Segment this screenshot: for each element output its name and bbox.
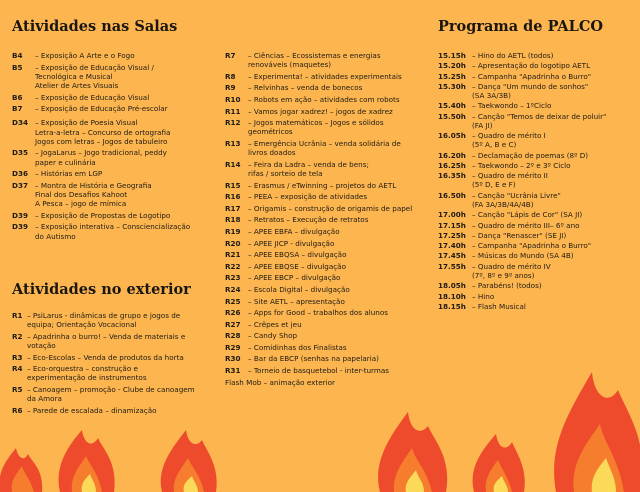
palco-text: – Taekwondo – 2º e 3º Ciclo bbox=[472, 160, 571, 170]
activity-item bbox=[225, 139, 425, 157]
palco-text: – Músicas do Mundo (SA 4B) bbox=[472, 251, 574, 261]
flame-icon bbox=[554, 372, 640, 492]
sala-text: – Histórias em LGP bbox=[35, 169, 103, 179]
activity-item bbox=[225, 366, 425, 375]
activity-code: R7 bbox=[225, 51, 236, 60]
activity-code: R19 bbox=[225, 226, 241, 236]
sala-code: D39 bbox=[12, 222, 28, 232]
activity-item bbox=[225, 215, 425, 224]
palco-item bbox=[438, 251, 638, 260]
activity-code: R31 bbox=[225, 366, 241, 376]
palco-code: 17.55h bbox=[438, 261, 466, 271]
exterior-text: – Canoagem – promoção - Clube de canoagem da Amora bbox=[27, 384, 195, 404]
palco-item bbox=[438, 61, 638, 70]
activity-text: – Retratos – Execução de retratos bbox=[248, 215, 369, 225]
activity-item bbox=[225, 204, 425, 213]
sala-text: – Exposição de Educação Visual / Tecnológica e Musical Atelier de Artes Visuais bbox=[35, 62, 154, 90]
activity-text: – Origamis – construção de origamis de papel bbox=[248, 203, 413, 213]
palco-item bbox=[438, 241, 638, 250]
palco-text: – Dança "Renascer" (SE JI) bbox=[472, 230, 567, 240]
flame-icon bbox=[378, 412, 447, 492]
palco-code: 18.10h bbox=[438, 291, 466, 301]
sala-text: – Exposição de Educação Pré-escolar bbox=[35, 104, 168, 114]
activity-text: – PEEA – exposição de atividades bbox=[248, 192, 368, 202]
sala-text: – Exposição interativa – Consciencialização do Autismo bbox=[35, 222, 191, 241]
activity-text: – APEE EBQSA – divulgação bbox=[248, 250, 347, 260]
exterior-code: R3 bbox=[12, 352, 23, 362]
activity-text: – Escola Digital – divulgação bbox=[248, 284, 350, 294]
flame-icon bbox=[473, 434, 525, 492]
activity-text: – Vamos jogar xadrez! – jogos de xadrez bbox=[248, 106, 393, 116]
palco-text: – Parabéns! (todos) bbox=[472, 281, 542, 291]
activity-code: R25 bbox=[225, 296, 241, 306]
activity-code: R21 bbox=[225, 250, 241, 260]
activity-item bbox=[225, 118, 425, 136]
palco-text: – Canção "Lápis de Cor" (SA JI) bbox=[472, 210, 583, 220]
flame-icon bbox=[0, 448, 42, 492]
palco-text: – Dança "Um mundo de sonhos" (SA 3A/3B) bbox=[472, 81, 589, 101]
exterior-code: R6 bbox=[12, 405, 23, 415]
activity-item bbox=[225, 72, 425, 81]
palco-item bbox=[438, 72, 638, 81]
palco-code: 17.00h bbox=[438, 210, 466, 220]
activity-text: – Emergência Ucrânia – venda solidária de livros doados bbox=[248, 138, 401, 158]
salas-title: Atividades nas Salas bbox=[12, 18, 178, 35]
sala-item bbox=[12, 148, 217, 166]
salas-list bbox=[12, 51, 217, 241]
activity-text: – Site AETL – apresentação bbox=[248, 296, 345, 306]
activity-code: R10 bbox=[225, 94, 241, 104]
palco-text: – Campanha "Apadrinha o Burro" bbox=[472, 241, 592, 251]
sala-text: – JogaLarus – Jogo tradicional, peddy paper e culinária bbox=[35, 148, 167, 167]
exterior-item bbox=[12, 385, 217, 403]
palco-item bbox=[438, 101, 638, 110]
palco-text: – Quadro de mérito I (5º A, B e C) bbox=[472, 131, 546, 150]
activity-code: R15 bbox=[225, 180, 241, 190]
palco-text: – Quadro de mérito III– 6º ano bbox=[472, 220, 580, 230]
sala-code: D37 bbox=[12, 180, 28, 190]
exterior-text: – Parede de escalada – dinamização bbox=[27, 405, 157, 415]
palco-code: 16.25h bbox=[438, 160, 466, 170]
palco-code: 16.50h bbox=[438, 190, 466, 200]
palco-item bbox=[438, 210, 638, 219]
activity-text: – Crêpes et jeu bbox=[248, 319, 302, 329]
palco-list bbox=[438, 51, 638, 312]
exterior-item bbox=[12, 311, 217, 329]
sala-text: – Montra de História e Geografia Final dos Desafios Kahoot A Pesca – jogo de mímica bbox=[35, 180, 152, 209]
sala-item bbox=[12, 222, 217, 240]
activity-code: R28 bbox=[225, 331, 241, 341]
activity-text: – Comidinhas dos Finalistas bbox=[248, 342, 347, 352]
sala-item bbox=[12, 169, 217, 178]
palco-code: 16.05h bbox=[438, 131, 466, 141]
palco-text: – Apresentação do logotipo AETL bbox=[472, 61, 591, 71]
palco-item bbox=[438, 161, 638, 170]
exterior-code: R1 bbox=[12, 311, 23, 320]
palco-item bbox=[438, 231, 638, 240]
exterior-code: R5 bbox=[12, 384, 23, 394]
palco-item bbox=[438, 221, 638, 230]
exterior-item bbox=[12, 353, 217, 362]
activity-item bbox=[225, 227, 425, 236]
activity-text: – Apps for Good – trabalhos dos alunos bbox=[248, 308, 388, 318]
sala-item bbox=[12, 51, 217, 60]
activity-code: R23 bbox=[225, 273, 241, 283]
activity-code: R17 bbox=[225, 203, 241, 213]
activity-text: – Torneio de basquetebol - inter-turmas bbox=[248, 366, 390, 376]
palco-item bbox=[438, 281, 638, 290]
activity-text: – Ciências – Ecossistemas e energias renováveis (maquetes) bbox=[248, 51, 381, 70]
activity-code: R29 bbox=[225, 342, 241, 352]
activity-code: R18 bbox=[225, 215, 241, 225]
exterior-text: – Eco-orquestra – construção e experimentação de instrumentos bbox=[27, 364, 147, 383]
activity-code: R14 bbox=[225, 159, 241, 169]
palco-code: 18.05h bbox=[438, 281, 466, 291]
activity-text: – Relvinhas – venda de bonecos bbox=[248, 83, 363, 93]
palco-code: 15.20h bbox=[438, 61, 466, 71]
palco-code: 15.15h bbox=[438, 51, 466, 60]
sala-code: B5 bbox=[12, 62, 23, 72]
palco-text: – Flash Musical bbox=[472, 301, 526, 311]
palco-text: – Taekwondo – 1ºCiclo bbox=[472, 101, 552, 111]
palco-item bbox=[438, 171, 638, 189]
activity-item bbox=[225, 83, 425, 92]
flame-icon bbox=[161, 430, 217, 492]
activity-text: – Bar da EBCP (senhas na papelaria) bbox=[248, 354, 379, 364]
palco-text: – Canção "Ucrânia Livre" (FA 3A/3B/4A/4B) bbox=[472, 190, 561, 209]
activity-item bbox=[225, 308, 425, 317]
exterior-text: – Apadrinha o burro! – Venda de materiais e votação bbox=[27, 331, 186, 350]
activity-item bbox=[225, 181, 425, 190]
palco-item bbox=[438, 191, 638, 209]
activity-code: R20 bbox=[225, 238, 241, 248]
activity-item bbox=[225, 107, 425, 116]
palco-item bbox=[438, 262, 638, 280]
activity-item bbox=[225, 262, 425, 271]
palco-item bbox=[438, 302, 638, 311]
activity-text: – APEE EBQSE – divulgação bbox=[248, 261, 346, 271]
activity-code: R9 bbox=[225, 83, 236, 93]
palco-text: – Declamação de poemas (8º D) bbox=[472, 150, 589, 160]
palco-code: 17.45h bbox=[438, 251, 466, 261]
activity-item bbox=[225, 343, 425, 352]
activity-code: R24 bbox=[225, 284, 241, 294]
activity-text: – APEE EBFA – divulgação bbox=[248, 226, 340, 236]
palco-text: – Canção "Temos de deixar de poluir" (FA JI) bbox=[472, 111, 607, 130]
sala-code: B6 bbox=[12, 92, 23, 102]
activity-text: – APEE JICP - divulgação bbox=[248, 238, 335, 248]
activity-code: R26 bbox=[225, 308, 241, 318]
palco-item bbox=[438, 51, 638, 60]
activity-item bbox=[225, 192, 425, 201]
activity-text: – Jogos matemáticos – Jogos e sólidos geométricos bbox=[248, 118, 384, 137]
activity-text: – APEE EBCP – divulgação bbox=[248, 273, 341, 283]
sala-code: D34 bbox=[12, 118, 28, 128]
palco-code: 15.30h bbox=[438, 81, 466, 91]
palco-code: 17.40h bbox=[438, 241, 466, 251]
activity-code: R16 bbox=[225, 192, 241, 202]
activity-item bbox=[225, 320, 425, 329]
sala-item bbox=[12, 63, 217, 91]
activity-item bbox=[225, 51, 425, 69]
palco-item bbox=[438, 82, 638, 100]
activity-item bbox=[225, 250, 425, 259]
sala-code: D39 bbox=[12, 210, 28, 220]
activity-text: – Candy Shop bbox=[248, 331, 298, 341]
sala-item bbox=[12, 118, 217, 146]
palco-code: 15.50h bbox=[438, 111, 466, 121]
sala-code: D35 bbox=[12, 148, 28, 158]
activity-item bbox=[225, 331, 425, 340]
activity-item bbox=[225, 354, 425, 363]
activity-item bbox=[225, 239, 425, 248]
palco-item bbox=[438, 151, 638, 160]
sala-code: D36 bbox=[12, 169, 28, 179]
activity-code: R11 bbox=[225, 106, 241, 116]
activity-code: R27 bbox=[225, 319, 241, 329]
activity-text: – Robots em ação – atividades com robots bbox=[248, 94, 400, 104]
activity-item bbox=[225, 273, 425, 282]
sala-text: – Exposição A Arte e o Fogo bbox=[35, 51, 135, 60]
palco-code: 18.15h bbox=[438, 301, 466, 311]
activity-code: R30 bbox=[225, 354, 241, 364]
sala-code: B4 bbox=[12, 51, 23, 60]
flame-icon bbox=[59, 430, 115, 492]
activity-text: – Experimenta! – atividades experimentais bbox=[248, 71, 402, 81]
exterior-title: Atividades no exterior bbox=[12, 281, 191, 298]
palco-code: 15.25h bbox=[438, 71, 466, 81]
exterior-code: R4 bbox=[12, 364, 23, 374]
exterior-code: R2 bbox=[12, 331, 23, 341]
sala-item bbox=[12, 181, 217, 209]
sala-text: – Exposição de Educação Visual bbox=[35, 92, 150, 102]
palco-text: – Hino bbox=[472, 291, 495, 301]
exterior-item bbox=[12, 364, 217, 382]
sala-text: – Exposição de Poesia Visual Letra-a-letra – Concurso de ortografia Jogos com letras – Jogos de tabuleiro bbox=[35, 118, 171, 146]
sala-item bbox=[12, 211, 217, 220]
palco-text: – Campanha "Apadrinha o Burro" bbox=[472, 71, 592, 81]
activity-code: R12 bbox=[225, 118, 241, 128]
exterior-text: – PsiLarus - dinâmicas de grupo e jogos de equipa; Orientação Vocacional bbox=[27, 311, 181, 330]
activity-item bbox=[225, 95, 425, 104]
exterior-text: – Eco-Escolas – Venda de produtos da horta bbox=[27, 352, 184, 362]
palco-code: 15.40h bbox=[438, 101, 466, 111]
flash-mob-note: Flash Mob – animação exterior bbox=[225, 378, 335, 387]
activity-code: R22 bbox=[225, 261, 241, 271]
middle-list bbox=[225, 51, 425, 375]
palco-code: 16.35h bbox=[438, 171, 466, 181]
activity-code: R8 bbox=[225, 71, 236, 81]
activity-item bbox=[225, 297, 425, 306]
activity-code: R13 bbox=[225, 138, 241, 148]
palco-text: – Hino do AETL (todos) bbox=[472, 51, 554, 60]
activity-item bbox=[225, 160, 425, 178]
palco-text: – Quadro de mérito II (5º D, E e F) bbox=[472, 171, 548, 190]
palco-code: 16.20h bbox=[438, 150, 466, 160]
activity-text: – Feira da Ladra – venda de bens; rifas / sorteio de tela bbox=[248, 159, 369, 178]
sala-item bbox=[12, 93, 217, 102]
exterior-item bbox=[12, 332, 217, 350]
palco-item bbox=[438, 112, 638, 130]
sala-text: – Exposição de Propostas de Logotipo bbox=[35, 210, 171, 220]
palco-code: 17.25h bbox=[438, 230, 466, 240]
palco-item bbox=[438, 292, 638, 301]
sala-code: B7 bbox=[12, 104, 23, 114]
sala-item bbox=[12, 104, 217, 113]
exterior-item bbox=[12, 406, 217, 415]
palco-code: 17.15h bbox=[438, 220, 466, 230]
exterior-list bbox=[12, 311, 217, 415]
activity-item bbox=[225, 285, 425, 294]
palco-text: – Quadro de mérito IV (7º, 8º e 9º anos) bbox=[472, 261, 551, 280]
activity-text: – Erasmus / eTwinning – projetos do AETL bbox=[248, 180, 397, 190]
palco-title: Programa de PALCO bbox=[438, 18, 604, 35]
palco-item bbox=[438, 131, 638, 149]
